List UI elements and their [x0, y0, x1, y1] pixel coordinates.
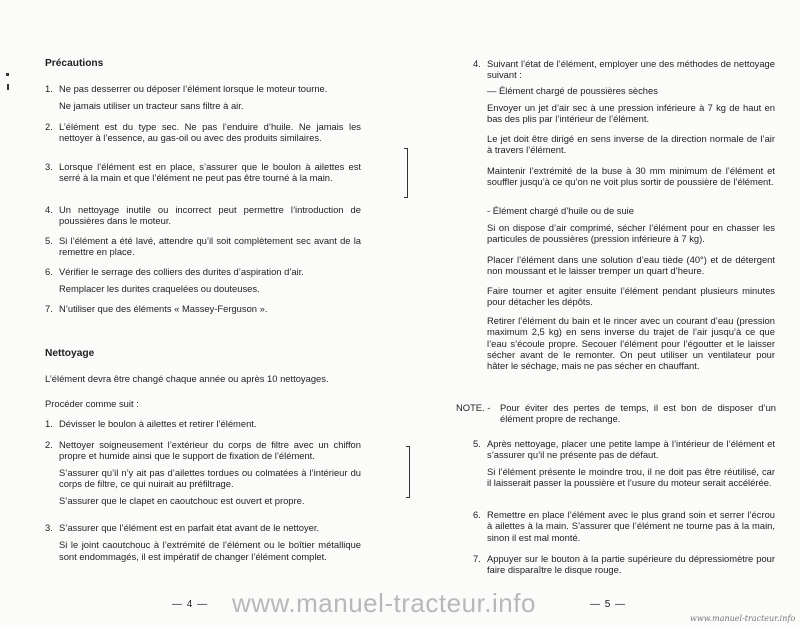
- item-4: 4. Suivant l’état de l’élément, employer une des méthodes de nettoyage suivant :: [473, 58, 775, 81]
- nettoyage-step-2: 2. Nettoyer soigneusement l’extérieur du corps de filtre avec un chiffon propre et humide ainsi que le support de fixation de l’élément. S’assurer qu’il n’y ait pas d’ailettes tordues ou colmatées à l’intérieur du corps de filtre, ce qui nuirait au préfiltrage. S’assurer que le clapet en caoutchouc est ouvert et propre.: [45, 439, 361, 507]
- dust-p3-block: [473, 165, 775, 188]
- dust-paragraph-1: Envoyer un jet d’air sec à une pression inférieure à 7 kg de haut en bas des plis par l’intérieur de l’élément.: [487, 102, 775, 125]
- page-number-left: — 4 —: [172, 599, 209, 610]
- note-label: NOTE. -: [456, 402, 491, 413]
- note-text: Pour éviter des pertes de temps, il est bon de disposer d’un élément propre de rechange.: [500, 402, 776, 425]
- item-7: 7. Appuyer sur le bouton à la partie supérieure du dépressiomètre pour faire disparaître le disque rouge.: [473, 553, 775, 576]
- oil-paragraph-1: Si on dispose d’air comprimé, sécher l’élément pour en chasser les particules de poussières (pression inférieure à 7 kg).: [487, 222, 775, 245]
- page-number-right: — 5 —: [590, 599, 627, 610]
- precaution-item-3: 3. Lorsque l’élément est en place, s’assurer que le boulon à ailettes est serré à la main et que l’élément ne peut pas être tourné à la main.: [45, 161, 361, 184]
- dust-p2-block: [473, 133, 775, 156]
- precaution-item-4: 4. Un nettoyage inutile ou incorrect peut permettre l’introduction de poussières dans le moteur.: [45, 204, 361, 227]
- scan-mark: [7, 84, 9, 90]
- nettoyage-intro-2: Procéder comme suit :: [45, 398, 139, 409]
- oil-paragraph-3: Faire tourner et agiter ensuite l’élément pendant plusieurs minutes pour détacher les dépôts.: [487, 285, 775, 308]
- dust-paragraph-3: Maintenir l’extrémité de la buse à 30 mm minimum de l’élément et souffler jusqu’à ce qu’on ne voit plus sortir de poussière de l’élément.: [487, 165, 775, 188]
- nettoyage-step-3: 3. S’assurer que l’élément est en parfait état avant de le nettoyer. Si le joint caoutchouc à l’extrémité de l’élément ou le boîtier métallique sont endommagés, il est impératif de changer l’élément complet.: [45, 522, 361, 562]
- oil-paragraph-2: Placer l’élément dans une solution d’eau tiède (40°) et de détergent non moussant et le laisser tremper un quart d’heure.: [487, 254, 775, 277]
- dust-heading-block: [473, 85, 775, 96]
- nettoyage-intro-1: L’élément devra être changé chaque année ou après 10 nettoyages.: [45, 373, 329, 384]
- dust-p1-block: [473, 102, 775, 125]
- scan-mark: [6, 73, 9, 76]
- precaution-item-1: 1. Ne pas desserrer ou déposer l’élément lorsque le moteur tourne. Ne jamais utiliser un tracteur sans filtre à air.: [45, 83, 328, 112]
- oil-heading: - Élément chargé d’huile ou de suie: [487, 205, 634, 216]
- nettoyage-title: Nettoyage: [45, 348, 95, 359]
- precaution-item-5: 5. Si l’élément a été lavé, attendre qu’il soit complètement sec avant de la remettre en place.: [45, 235, 361, 258]
- item-5: 5. Après nettoyage, placer une petite lampe à l’intérieur de l’élément et s’assurer qu’il ne présente pas de défaut. Si l’élément présente le moindre trou, il ne doit pas être réutilisé, car il laisserait passer la poussière et l’usure du moteur serait accélérée.: [473, 438, 775, 488]
- oil-heading-block: [473, 205, 775, 216]
- nettoyage-step-1: 1. Dévisser le boulon à ailettes et retirer l’élément.: [45, 418, 257, 429]
- watermark-small: www.manuel-tracteur.info: [690, 614, 796, 623]
- oil-paragraph-4: Retirer l’élément du bain et le rincer avec un courant d’eau (pression maximum 2,5 kg) en sens inverse du trajet de l’air jusqu’à ce que l’eau s’écoule propre. Secouer l’élément pour l’égoutter et le laisser sécher avant de le remonter. On peut utiliser un ventilateur pour hâter le séchage, mais ne pas sécher en chauffant.: [487, 315, 775, 372]
- precautions-title: Précautions: [45, 58, 104, 69]
- precaution-item-2: 2. L’élément est du type sec. Ne pas l’enduire d’huile. Ne jamais les nettoyer à l’essence, au gas-oil ou avec des produits similaires.: [45, 121, 361, 144]
- oil-p1-block: [473, 222, 775, 245]
- oil-p4-block: [473, 315, 775, 371]
- precaution-item-7: 7. N’utiliser que des éléments « Massey-Ferguson ».: [45, 303, 268, 314]
- dust-paragraph-2: Le jet doit être dirigé en sens inverse de la direction normale de l’air à travers l’élément.: [487, 133, 775, 156]
- oil-p2-block: [473, 254, 775, 277]
- item-6: 6. Remettre en place l’élément avec le plus grand soin et serrer l’écrou à ailettes à la main. S’assurer que l’élément ne tourne pas à la main, sinon il est mal monté.: [473, 509, 775, 543]
- dust-heading: — Élément chargé de poussières sèches: [487, 85, 658, 96]
- oil-p3-block: [473, 285, 775, 308]
- watermark: www.manuel-tracteur.info: [232, 588, 536, 618]
- right-page: [400, 0, 800, 627]
- precaution-item-6: 6. Vérifier le serrage des colliers des durites d’aspiration d’air. Remplacer les durites craquelées ou douteuses.: [45, 266, 304, 295]
- note: [456, 402, 776, 425]
